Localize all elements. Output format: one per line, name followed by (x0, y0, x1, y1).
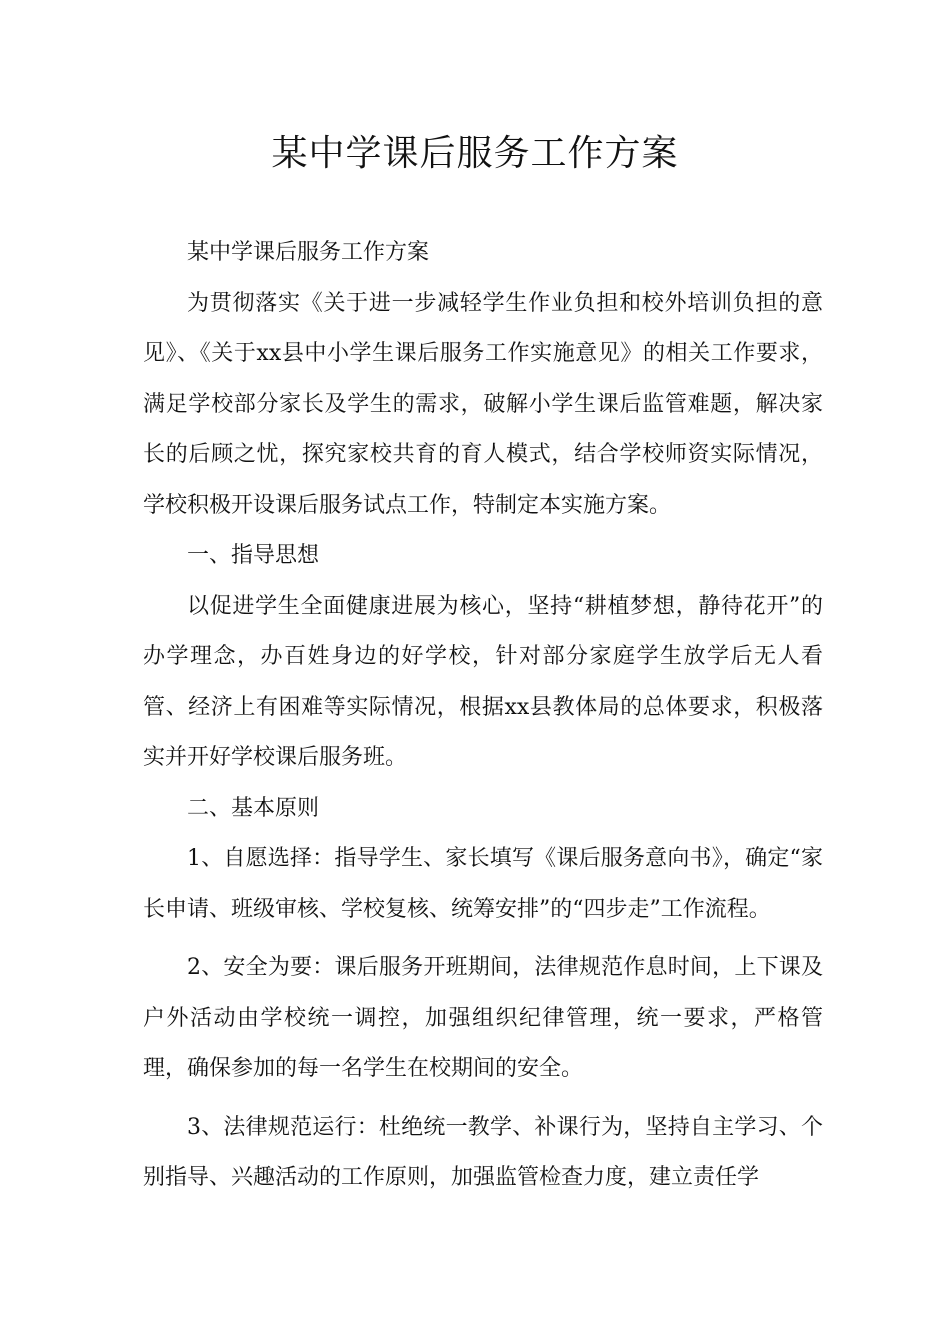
document-title: 某中学课后服务工作方案 (271, 133, 679, 174)
principle-2-paragraph: 2、安全为要：课后服务开班期间，法律规范作息时间，上下课及户外活动由学校统一调控，加强组织纪律管理，统一要求，严格管理，确保参加的每一名学生在校期间的安全。 (143, 955, 823, 1081)
document-body (143, 228, 823, 1204)
principle-1-paragraph: 1、自愿选择：指导学生、家长填写《课后服务意向书》，确定“家长申请、班级审核、学校复核、统筹安排”的“四步走”工作流程。 (143, 846, 823, 922)
subtitle-paragraph: 某中学课后服务工作方案 (187, 240, 430, 265)
intro-paragraph: 为贯彻落实《关于进一步减轻学生作业负担和校外培训负担的意见》、《关于xx县中小学生课后服务工作实施意见》的相关工作要求，满足学校部分家长及学生的需求，破解小学生课后监管难题，解决家长的后顾之忧，探究家校共育的育人模式，结合学校师资实际情况，学校积极开设课后服务试点工作，特制定本实施方案。 (143, 290, 823, 518)
principle-3-paragraph: 3、法律规范运行：杜绝统一教学、补课行为，坚持自主学习、个别指导、兴趣活动的工作原则，加强监管检查力度，建立责任学 (143, 1114, 823, 1190)
section-heading-basic-principles: 二、基本原则 (187, 795, 320, 821)
section-heading-guiding-ideology: 一、指导思想 (187, 543, 320, 568)
guiding-ideology-paragraph: 以促进学生全面健康进展为核心，坚持“耕植梦想，静待花开”的办学理念，办百姓身边的好学校，针对部分家庭学生放学后无人看管、经济上有困难等实际情况，根据xx县教体局的总体要求，积极落实并开好学校课后服务班。 (143, 593, 823, 770)
